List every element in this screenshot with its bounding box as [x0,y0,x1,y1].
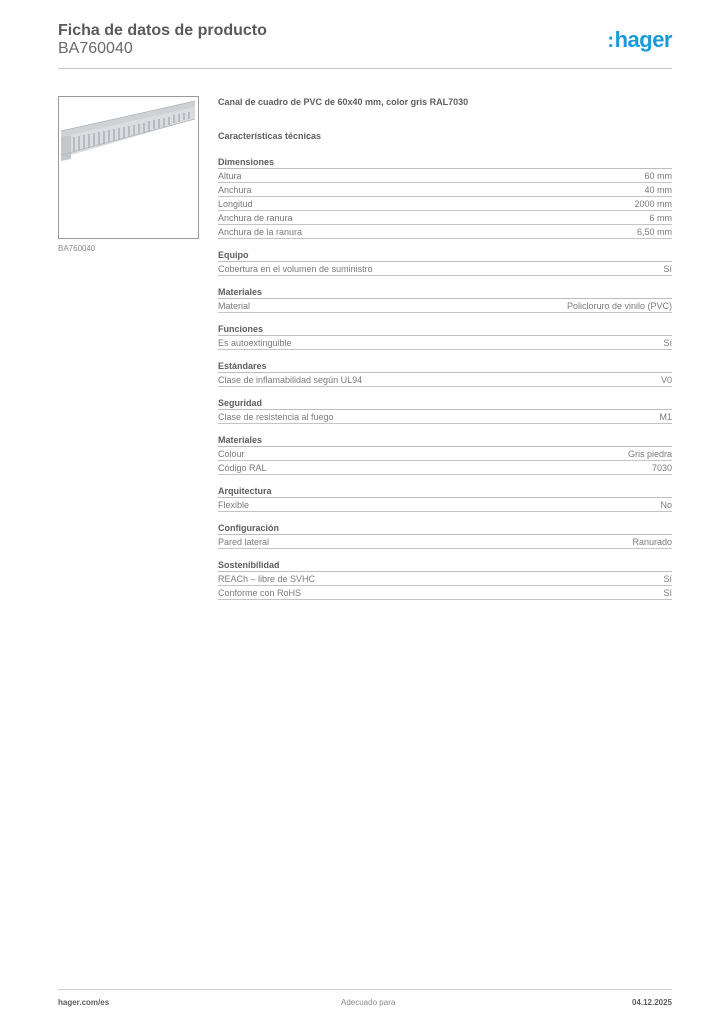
spec-row [218,572,672,586]
spec-label: Cobertura en el volumen de suministro [218,264,373,274]
section-title: Funciones [218,322,672,336]
spec-section [218,484,672,512]
spec-row [218,211,672,225]
spec-value: No [660,500,672,510]
spec-section [218,359,672,387]
footer-suitable-for: Adecuado para [341,998,396,1007]
spec-label: Clase de inflamabilidad según UL94 [218,375,363,385]
section-title: Dimensiones [218,155,672,169]
header-divider [58,68,672,69]
spec-label: Colour [218,449,245,459]
spec-label: Clase de resistencia al fuego [218,412,334,422]
spec-value: Sí [663,264,672,274]
section-title: Seguridad [218,396,672,410]
product-image [58,96,199,239]
spec-value: Sí [663,338,672,348]
spec-label: Flexible [218,500,250,510]
section-title: Sostenibilidad [218,558,672,572]
spec-row [218,498,672,512]
spec-label: Longitud [218,199,253,209]
spec-row [218,169,672,183]
spec-label: Material [218,301,251,311]
spec-section [218,285,672,313]
spec-section [218,558,672,600]
spec-section [218,155,672,239]
section-title: Equipo [218,248,672,262]
logo-text: hager [614,27,672,52]
spec-value: 6 mm [649,213,672,223]
hager-logo [607,27,672,53]
spec-row [218,447,672,461]
spec-label: REACh – libre de SVHC [218,574,316,584]
section-title: Arquitectura [218,484,672,498]
spec-section [218,248,672,276]
spec-label: Anchura [218,185,252,195]
spec-row [218,586,672,600]
spec-row [218,373,672,387]
spec-value: Ranurado [632,537,672,547]
spec-label: Es autoextinguible [218,338,292,348]
spec-value: Sí [663,574,672,584]
logo-colon: : [607,30,614,52]
spec-sections [218,155,672,600]
spec-label: Anchura de la ranura [218,227,303,237]
spec-row [218,299,672,313]
spec-row [218,183,672,197]
document-title: Ficha de datos de producto [58,22,267,39]
spec-row [218,197,672,211]
spec-value: Gris piedra [627,449,672,459]
spec-label: Conforme con RoHS [218,588,302,598]
spec-label: Código RAL [218,463,267,473]
spec-row [218,262,672,276]
spec-row [218,461,672,475]
spec-value: 7030 [651,463,672,473]
footer-date: 04.12.2025 [631,998,672,1007]
spec-row [218,336,672,350]
spec-section [218,396,672,424]
image-caption: BA760040 [58,244,96,253]
spec-value: Policloruro de vinilo (PVC) [566,301,672,311]
footer-divider [58,989,672,990]
section-title: Materiales [218,285,672,299]
footer-website-link[interactable]: hager.com/es [58,998,110,1007]
spec-value: Sí [663,588,672,598]
spec-value: V0 [660,375,672,385]
spec-value: 2000 mm [634,199,672,209]
spec-row [218,225,672,239]
spec-value: 40 mm [644,185,672,195]
section-title: Estándares [218,359,672,373]
spec-content [218,96,672,609]
section-title: Materiales [218,433,672,447]
spec-row [218,535,672,549]
product-code: BA760040 [58,40,133,57]
spec-label: Pared lateral [218,537,270,547]
spec-label: Anchura de ranura [218,213,293,223]
spec-value: 6,50 mm [636,227,672,237]
section-title: Configuración [218,521,672,535]
cable-duct-image-icon [59,97,198,238]
spec-section [218,521,672,549]
spec-label: Altura [218,171,242,181]
technical-characteristics-title: Características técnicas [218,131,322,141]
document-header [58,21,672,58]
spec-section [218,433,672,475]
spec-section [218,322,672,350]
product-description: Canal de cuadro de PVC de 60x40 mm, color gris RAL7030 [218,97,469,107]
spec-row [218,410,672,424]
spec-value: M1 [659,412,672,422]
spec-value: 60 mm [644,171,672,181]
